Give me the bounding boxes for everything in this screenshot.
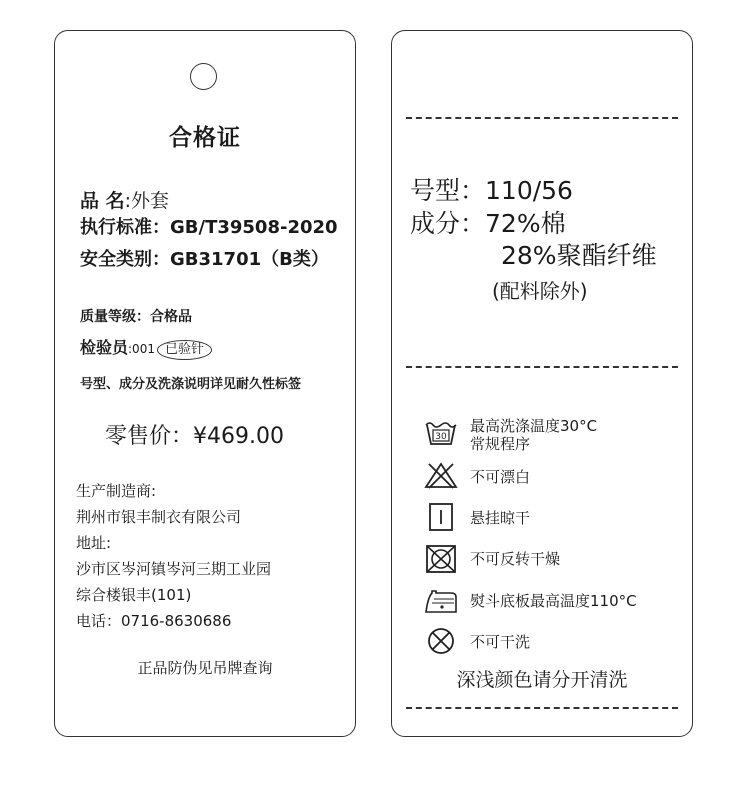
size-row — [410, 171, 573, 207]
grade-label: 质量等级： — [80, 309, 150, 325]
composition-note: (配料除外) — [492, 279, 588, 303]
manufacturer-block — [76, 478, 271, 634]
svg-text:30: 30 — [435, 432, 447, 442]
safety-row — [80, 245, 329, 271]
manufacturer-value: 荆州市银丰制衣有限公司 — [76, 508, 242, 526]
composition-polyester: 28%聚酯纤维 — [501, 241, 657, 270]
wash-30-icon — [424, 419, 458, 447]
certificate-title: 合格证 — [169, 125, 241, 151]
anti-fake-note: 正品防伪见吊牌查询 — [137, 659, 273, 677]
grade-value: 合格品 — [150, 309, 192, 325]
no-tumble-dry-icon — [424, 545, 458, 573]
dashed-divider-top — [406, 117, 678, 119]
composition-label: 成分： — [410, 209, 486, 238]
price-label: 零售价： — [105, 424, 194, 449]
care-label-tag — [391, 30, 693, 737]
line-dry-icon — [424, 503, 458, 531]
care-wash-line2: 常规程序 — [470, 435, 531, 453]
inspection-stamp: 已验针 — [157, 340, 212, 360]
price-row — [105, 419, 284, 450]
phone-number: 电话：0716-8630686 — [76, 612, 232, 630]
care-text-dry: 悬挂晾干 — [470, 509, 531, 527]
care-text-wash — [470, 417, 597, 453]
address-line2: 综合楼银丰(101) — [76, 586, 192, 604]
standard-row — [80, 213, 338, 239]
composition-row — [410, 204, 566, 240]
label-note: 号型、成分及洗涤说明详见耐久性标签 — [80, 377, 302, 392]
no-dry-clean-icon — [424, 627, 458, 655]
inspector-label: 检验员 — [80, 338, 129, 357]
no-bleach-icon — [424, 461, 458, 489]
dashed-divider-bottom — [406, 707, 678, 709]
standard-label: 执行标准： — [80, 217, 170, 238]
composition-cotton: 72%棉 — [485, 209, 566, 238]
care-text-dry-clean: 不可干洗 — [470, 633, 531, 651]
product-name-sep: : — [124, 190, 132, 212]
manufacturer-label: 生产制造商: — [76, 482, 157, 500]
inspector-row — [80, 335, 212, 360]
product-name-label: 品 名 — [80, 190, 125, 212]
price-value: ¥469.00 — [193, 424, 284, 449]
product-name-row — [80, 186, 169, 213]
care-text-iron: 熨斗底板最高温度110°C — [470, 592, 637, 610]
certificate-tag — [54, 30, 356, 737]
inspector-value: :001 — [128, 342, 155, 356]
product-name-value: 外套 — [131, 190, 170, 212]
iron-icon — [424, 587, 458, 615]
address-line1: 沙市区岑河镇岑河三期工业园 — [76, 560, 272, 578]
care-text-tumble: 不可反转干燥 — [470, 550, 561, 568]
size-value: 110/56 — [485, 176, 573, 205]
hang-hole — [190, 63, 217, 90]
safety-value: GB31701（B类） — [170, 249, 329, 270]
care-text-bleach: 不可漂白 — [470, 468, 531, 486]
grade-row — [80, 306, 192, 326]
dashed-divider-middle — [406, 366, 678, 368]
wash-separately-note: 深浅颜色请分开清洗 — [456, 669, 628, 691]
safety-label: 安全类别： — [80, 249, 170, 270]
standard-value: GB/T39508-2020 — [170, 217, 338, 238]
address-label: 地址: — [76, 534, 112, 552]
care-wash-line1: 最高洗涤温度30°C — [470, 417, 598, 435]
size-label: 号型： — [410, 176, 486, 205]
